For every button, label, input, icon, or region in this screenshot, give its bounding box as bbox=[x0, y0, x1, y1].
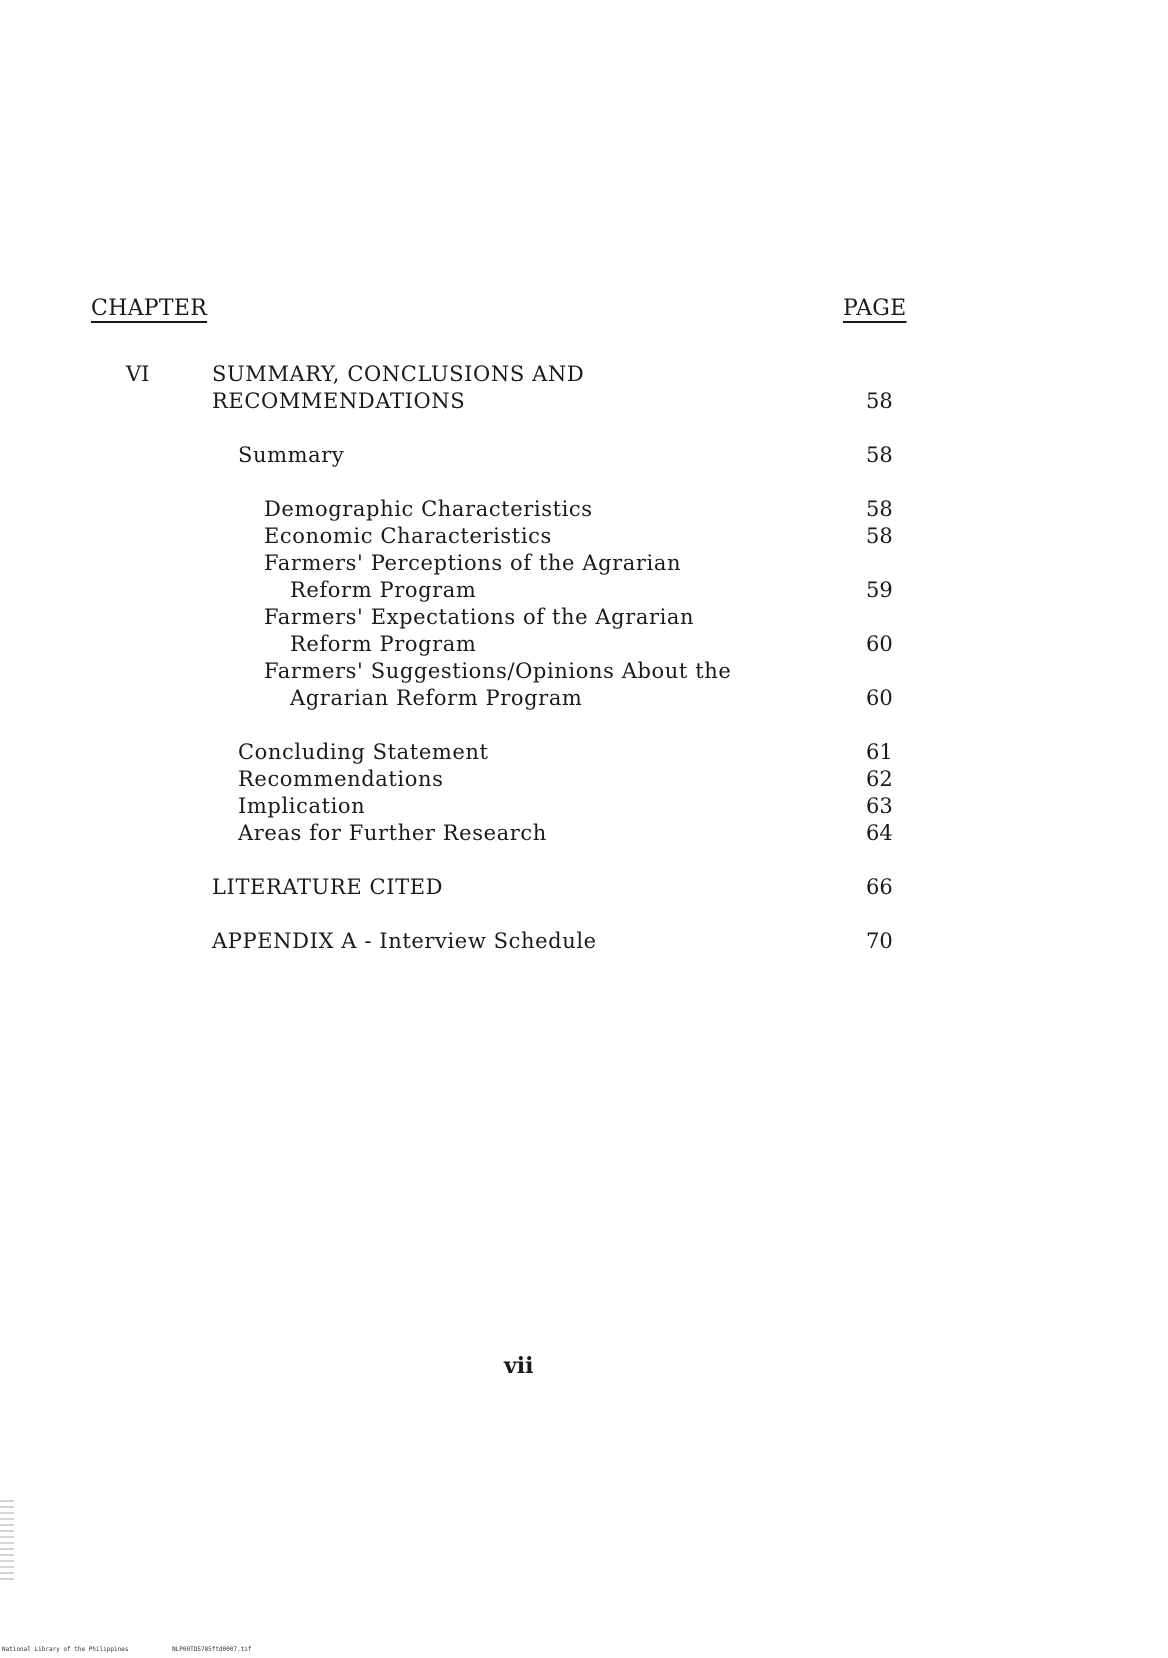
toc-entry-expectations-line1: Farmers' Expectations of the Agrarian bbox=[264, 605, 695, 629]
toc-page-further-research: 64 bbox=[866, 821, 893, 845]
toc-entry-suggestions-line1: Farmers' Suggestions/Opinions About the bbox=[264, 659, 732, 683]
toc-entry-concluding: Concluding Statement bbox=[238, 740, 489, 764]
toc-entry-demographic: Demographic Characteristics bbox=[264, 497, 593, 521]
toc-entry-suggestions-line2: Agrarian Reform Program bbox=[290, 686, 583, 710]
toc-page-economic: 58 bbox=[866, 524, 893, 548]
scan-edge-artifact bbox=[0, 1500, 14, 1580]
toc-entry-perceptions-line1: Farmers' Perceptions of the Agrarian bbox=[264, 551, 682, 575]
scan-file: NLP00TD5785ftd0007.tif bbox=[172, 1646, 252, 1653]
chapter-page: 58 bbox=[866, 389, 893, 413]
toc-page-suggestions: 60 bbox=[866, 686, 893, 710]
toc-entry-expectations-line2: Reform Program bbox=[290, 632, 477, 656]
toc-page-perceptions: 59 bbox=[866, 578, 893, 602]
toc-page-summary: 58 bbox=[866, 443, 893, 467]
chapter-title-line2: RECOMMENDATIONS bbox=[212, 389, 466, 413]
chapter-column-header: CHAPTER bbox=[91, 296, 208, 321]
toc-entry-economic: Economic Characteristics bbox=[264, 524, 552, 548]
chapter-title-line1: SUMMARY, CONCLUSIONS AND bbox=[212, 362, 585, 386]
chapter-number: VI bbox=[126, 362, 150, 386]
page-column-header: PAGE bbox=[843, 296, 907, 321]
toc-entry-further-research: Areas for Further Research bbox=[238, 821, 547, 845]
scan-credit bbox=[2, 1646, 292, 1653]
toc-entry-recommendations: Recommendations bbox=[238, 767, 444, 791]
toc-page-appendix: 70 bbox=[866, 929, 893, 953]
toc-entry-implication: Implication bbox=[238, 794, 366, 818]
toc-page-concluding: 61 bbox=[866, 740, 893, 764]
toc-page-literature: 66 bbox=[866, 875, 893, 899]
toc-entry-literature: LITERATURE CITED bbox=[212, 875, 444, 899]
toc-entry-summary: Summary bbox=[238, 443, 345, 467]
toc-page-recommendations: 62 bbox=[866, 767, 893, 791]
toc-page-expectations: 60 bbox=[866, 632, 893, 656]
scan-source: National Library of the Philippines bbox=[2, 1646, 129, 1653]
page-number-roman: vii bbox=[504, 1353, 534, 1379]
toc-page-implication: 63 bbox=[866, 794, 893, 818]
toc-entry-appendix: APPENDIX A - Interview Schedule bbox=[212, 929, 597, 953]
toc-page-demographic: 58 bbox=[866, 497, 893, 521]
toc-entry-perceptions-line2: Reform Program bbox=[290, 578, 477, 602]
